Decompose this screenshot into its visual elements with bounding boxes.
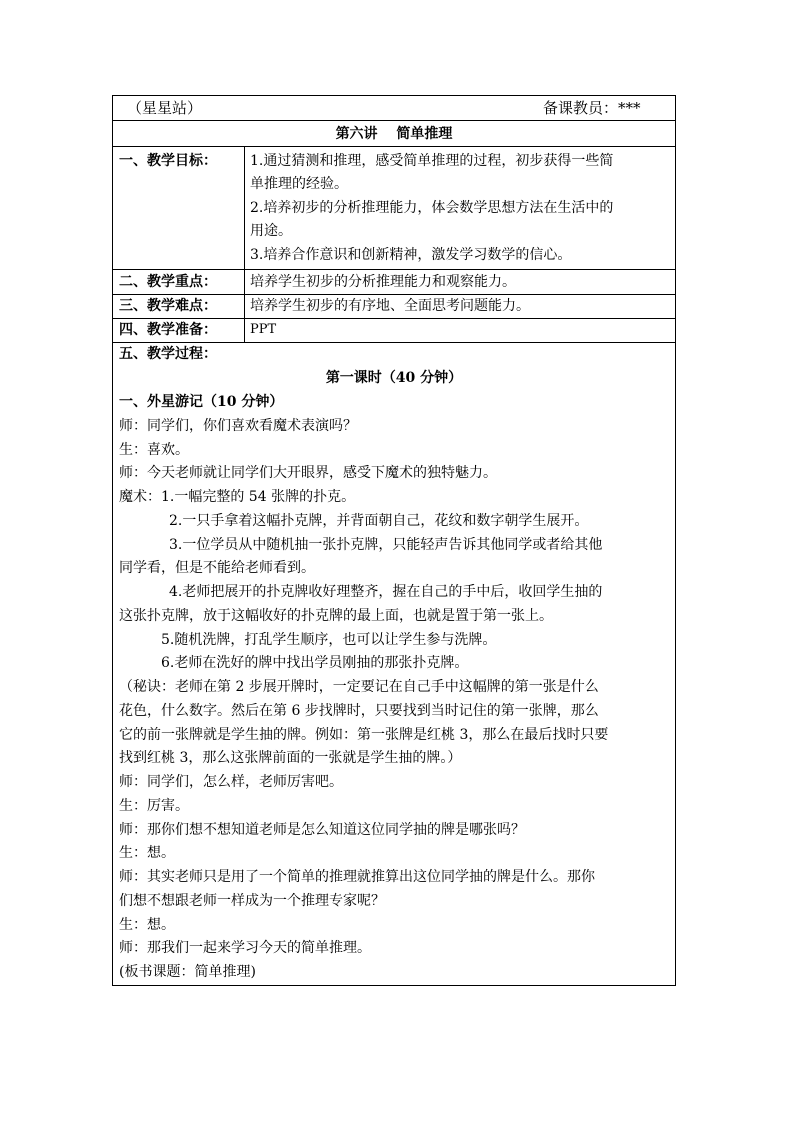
dialogue-line: 生：喜欢。 [119,442,189,458]
secret-note: 花色，什么数字。然后在第 6 步找牌时，只要找到当时记住的第一张牌，那么 [119,703,599,719]
secret-note: （秘诀：老师在第 2 步展开牌时，一定要记在自己手中这幅牌的第一张是什么 [119,679,599,695]
dialogue-line: 师：今天老师就让同学们大开眼界，感受下魔术的独特魅力。 [119,465,497,481]
magic-step: 同学看，但是不能给老师看到。 [119,560,315,576]
objective-line: 单推理的经验。 [250,176,348,192]
row-divider [113,294,675,295]
prep-text: PPT [250,322,277,337]
magic-step: 这张扑克牌，放于这幅收好的扑克牌的最上面，也就是置于第一张上。 [119,608,553,624]
lesson-plan-table [112,95,676,986]
difficulty-label: 三、教学难点： [119,298,217,314]
dialogue-line: 师：其实老师只是用了一个简单的推理就推算出这位同学抽的牌是什么。那你 [119,869,595,885]
row-divider [113,120,675,121]
dialogue-line: 师：同学们，你们喜欢看魔术表演吗？ [119,418,357,434]
keypoint-label: 二、教学重点： [119,274,217,290]
row-divider [113,342,675,343]
lesson-title: 第一课时（40 分钟） [325,370,463,386]
objective-line: 2.培养初步的分析推理能力，体会数学思想方法在生活中的 [250,200,614,216]
dialogue-line: 生：想。 [119,845,175,861]
row-divider [113,146,675,147]
magic-step: 2.一只手拿着这幅扑克牌，并背面朝自己，花纹和数字朝学生展开。 [169,513,589,529]
magic-step: 6.老师在洗好的牌中找出学员刚抽的那张扑克牌。 [161,655,469,671]
dialogue-line: 师：那我们一起来学习今天的简单推理。 [119,940,371,956]
dialogue-line: 生：厉害。 [119,798,189,814]
column-divider [244,146,245,342]
dialogue-line: 师：同学们，怎么样，老师厉害吧。 [119,774,343,790]
magic-step: 5.随机洗牌，打乱学生顺序，也可以让学生参与洗牌。 [161,632,497,648]
objective-line: 用途。 [250,223,292,239]
prep-label: 四、教学准备： [119,322,217,338]
dialogue-line: 生：想。 [119,917,175,933]
objectives-label: 一、教学目标： [119,153,217,169]
magic-step: 3.一位学员从中随机抽一张扑克牌，只能轻声告诉其他同学或者给其他 [169,537,603,553]
magic-step: 4.老师把展开的扑克牌收好理整齐，握在自己的手中后，收回学生抽的 [169,584,603,600]
row-divider [113,269,675,270]
dialogue-line: 们想不想跟老师一样成为一个推理专家呢？ [119,893,385,909]
secret-note: 它的前一张牌就是学生抽的牌。例如：第一张牌是红桃 3，那么在最后找时只要 [119,727,609,743]
row-divider [113,318,675,319]
objective-line: 3.培养合作意识和创新精神，激发学习数学的信心。 [250,247,572,263]
board-note: (板书课题：简单推理) [119,964,256,980]
objective-line: 1.通过猜测和推理，感受简单推理的过程，初步获得一些简 [250,153,614,169]
page-title: 第六讲 简单推理 [335,126,453,142]
dialogue-line: 师：那你们想不想知道老师是怎么知道这位同学抽的牌是哪张吗？ [119,822,525,838]
secret-note: 找到红桃 3，那么这张牌前面的一张就是学生抽的牌。） [119,750,462,766]
section-title: 一、外星游记（10 分钟） [119,394,284,410]
process-label: 五、教学过程： [119,346,217,362]
keypoint-text: 培养学生初步的分析推理能力和观察能力。 [250,274,516,290]
teacher-label: 备课教员：*** [543,99,641,117]
difficulty-text: 培养学生初步的有序地、全面思考问题能力。 [250,298,530,314]
magic-step: 魔术：1.一幅完整的 54 张牌的扑克。 [119,489,356,505]
station-label: （星星站） [127,99,203,117]
